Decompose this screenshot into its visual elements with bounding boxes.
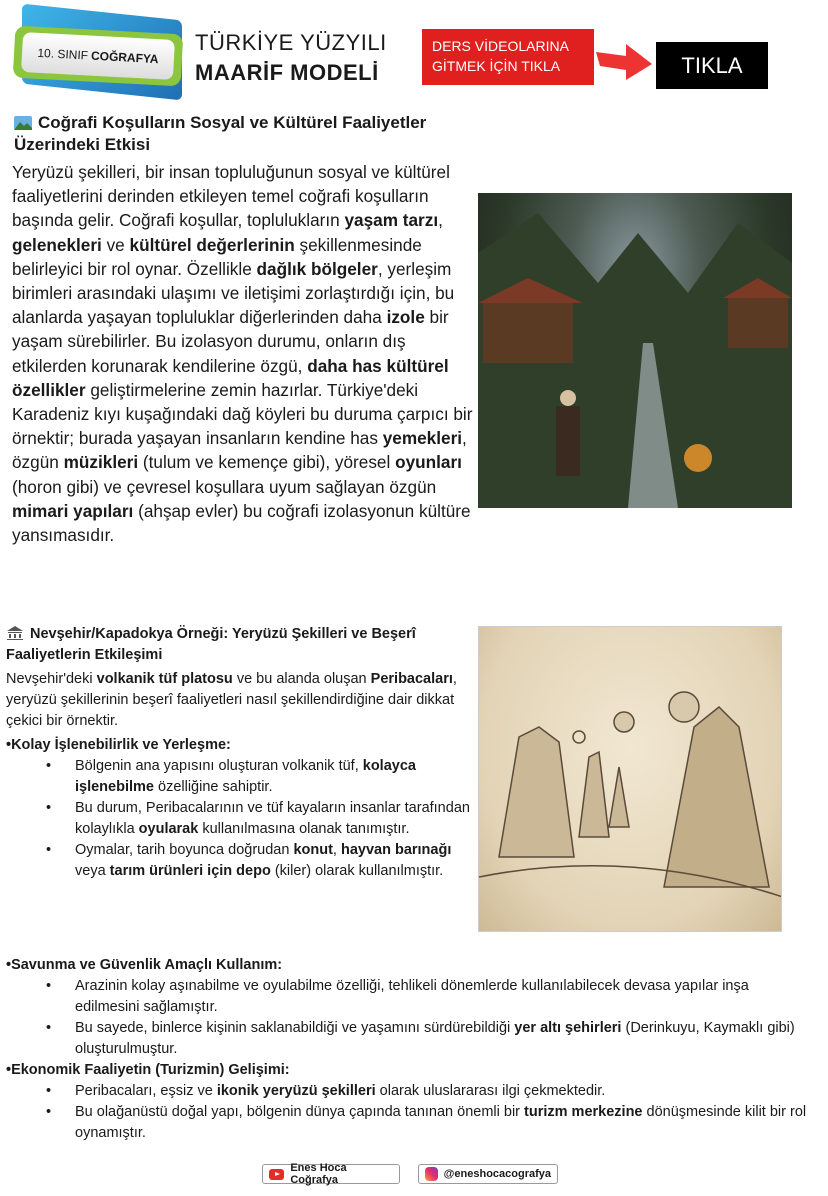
text-segment: (Derinkuyu, Kaymaklı gibi) oluşturulmuştur. xyxy=(75,1020,795,1057)
cappadocia-sketch-image xyxy=(478,626,782,932)
text-segment: şekillenmesinde belirleyici bir rol oynar. Özellikle xyxy=(12,234,422,279)
text-segment: bir yaşam sürebilirler. Bu izolasyon durumu, onların dış etkilerden korunarak kendilerine özgü, xyxy=(12,307,449,376)
grade-badge xyxy=(12,12,184,92)
text-segment: , xyxy=(438,210,443,231)
text-segment: , xyxy=(332,842,341,858)
bold-text: yemekleri xyxy=(382,428,463,449)
list-item xyxy=(43,1081,816,1102)
text-segment: ve bu alanda oluşan xyxy=(232,671,371,687)
bold-text: müzikleri xyxy=(63,452,139,473)
section2-intro xyxy=(6,669,476,732)
section1-heading-text: Coğrafi Koşulların Sosyal ve Kültürel Faaliyetler Üzerindeki Etkisi xyxy=(14,113,427,154)
text-segment: dönüşmesinde kilit bir rol oynamıştır. xyxy=(75,1104,807,1141)
badge-subject: COĞRAFYA xyxy=(90,48,159,67)
bold-text: dağlık bölgeler xyxy=(256,258,378,279)
text-segment: Peribacaları, eşsiz ve xyxy=(75,1083,217,1099)
bold-text: gelenekleri xyxy=(12,234,102,255)
group-title: •Kolay İşlenebilirlik ve Yerleşme: xyxy=(6,737,231,753)
bold-text: kolayca işlenebilme xyxy=(75,758,416,795)
bullet-list xyxy=(43,756,476,882)
badge-label xyxy=(21,32,175,80)
text-segment: geliştirmelerine zemin hazırlar. Türkiye'deki Karadeniz kıyı kuşağındaki dağ köyleri bu duruma çarpıcı bir örnektir; burada yaşayan insanların kendine has xyxy=(12,379,473,449)
youtube-icon xyxy=(269,1169,284,1180)
bullet-list xyxy=(43,1081,816,1144)
bold-text: oyularak xyxy=(138,821,199,837)
section1-paragraph xyxy=(12,160,477,547)
text-segment: ve xyxy=(101,234,130,255)
arrow-right-icon xyxy=(596,40,652,80)
text-segment: veya xyxy=(75,863,110,879)
text-segment: Arazinin kolay aşınabilme ve oyulabilme özelliği, tehlikeli dönemlerde kullanılabilecek devasa yapılar inşa edilmesini sağlamıştır. xyxy=(75,978,749,1015)
video-text-line2: GİTMEK İÇİN TIKLA xyxy=(432,58,561,74)
video-text-line1: DERS VİDEOLARINA xyxy=(432,38,569,54)
bold-text: volkanik tüf platosu xyxy=(96,671,233,687)
groups-savunma-ekonomi xyxy=(6,955,816,1144)
group-title: •Savunma ve Güvenlik Amaçlı Kullanım: xyxy=(6,957,283,973)
text-segment: özelliğine sahiptir. xyxy=(153,779,273,795)
group-yerlesme xyxy=(6,735,476,882)
bold-text: ikonik yeryüzü şekilleri xyxy=(216,1083,376,1099)
karadeniz-village-image xyxy=(478,193,792,508)
text-segment: (kiler) olarak kullanılmıştır. xyxy=(270,863,444,879)
youtube-link[interactable] xyxy=(262,1164,400,1184)
header-title-line2: MAARİF MODELİ xyxy=(195,60,379,85)
text-segment: (tulum ve kemençe gibi), yöresel xyxy=(138,452,396,473)
text-segment: Bölgenin ana yapısını oluşturan volkanik tüf, xyxy=(75,758,363,774)
bold-text: mimari yapıları xyxy=(12,500,134,521)
tikla-button[interactable]: TIKLA xyxy=(656,42,768,89)
bold-text: kültürel değerlerinin xyxy=(129,234,295,255)
bold-text: tarım ürünleri için depo xyxy=(109,863,271,879)
bold-text: izole xyxy=(386,307,425,328)
section2-heading-text: Nevşehir/Kapadokya Örneği: Yeryüzü Şekilleri ve Beşerî Faaliyetlerin Etkileşimi xyxy=(6,626,416,663)
bold-text: Peribacaları xyxy=(370,671,453,687)
list-item xyxy=(43,840,476,882)
list-item xyxy=(43,798,476,840)
text-segment: Bu olağanüstü doğal yapı, bölgenin dünya çapında tanınan önemli bir xyxy=(75,1104,525,1120)
section2-heading xyxy=(6,624,476,666)
text-segment: , yerleşim birimleri arasındaki ulaşımı ve iletişimi zorlaştırdığı için, bu alanlarda yaşayan topluluklar diğerlerinden daha xyxy=(12,258,455,328)
text-segment: Yeryüzü şekilleri, bir insan topluluğunun sosyal ve kültürel faaliyetlerini derinden etkileyen temel coğrafi koşulların başında gelir. Coğrafi koşullar, toplulukların xyxy=(12,162,450,231)
museum-icon xyxy=(6,626,24,640)
text-segment: , yeryüzü şekillerinin beşerî faaliyetleri nasıl şekillendirdiğine dair dikkat çekici bir örnektir. xyxy=(6,671,457,729)
text-segment: kullanılmasına olanak tanımıştır. xyxy=(198,821,410,837)
bold-text: konut xyxy=(293,842,333,858)
text-segment: Nevşehir'deki xyxy=(6,671,97,687)
bullet-list xyxy=(43,976,816,1060)
text-segment: olarak uluslararası ilgi çekmektedir. xyxy=(375,1083,606,1099)
instagram-label: @eneshocacografya xyxy=(443,1168,551,1180)
text-segment: Oymalar, tarih boyunca doğrudan xyxy=(75,842,294,858)
bold-text: oyunları xyxy=(395,452,462,473)
list-item xyxy=(43,976,816,1018)
video-link-box[interactable] xyxy=(422,29,594,85)
group-title: •Ekonomik Faaliyetin (Turizmin) Gelişimi: xyxy=(6,1062,290,1078)
instagram-icon xyxy=(425,1167,438,1181)
bold-text: yer altı şehirleri xyxy=(514,1020,622,1036)
header-title-line1: TÜRKİYE YÜZYILI xyxy=(195,30,387,55)
list-item xyxy=(43,1018,816,1060)
bold-text: hayvan barınağı xyxy=(340,842,452,858)
text-segment: (horon gibi) ve çevresel koşullara uyum sağlayan özgün xyxy=(12,476,437,497)
bold-text: turizm merkezine xyxy=(524,1104,643,1120)
section1-heading xyxy=(14,112,474,156)
instagram-link[interactable] xyxy=(418,1164,558,1184)
badge-prefix: 10. SINIF xyxy=(37,45,89,63)
youtube-label: Enes Hoca Coğrafya xyxy=(290,1162,347,1186)
text-segment: Bu sayede, binlerce kişinin saklanabildiği ve yaşamını sürdürebildiği xyxy=(75,1020,515,1036)
text-segment: (ahşap evler) bu coğrafi izolasyonun kültüre yansımasıdır. xyxy=(12,500,471,546)
text-segment: Bu durum, Peribacalarının ve tüf kayaların insanlar tarafından kolaylıkla xyxy=(75,800,470,837)
bold-text: yaşam tarzı xyxy=(344,210,439,231)
text-segment: , özgün xyxy=(12,428,467,473)
list-item xyxy=(43,1102,816,1144)
list-item xyxy=(43,756,476,798)
landscape-icon xyxy=(14,116,32,130)
bold-text: daha has kültürel özellikler xyxy=(12,355,449,400)
